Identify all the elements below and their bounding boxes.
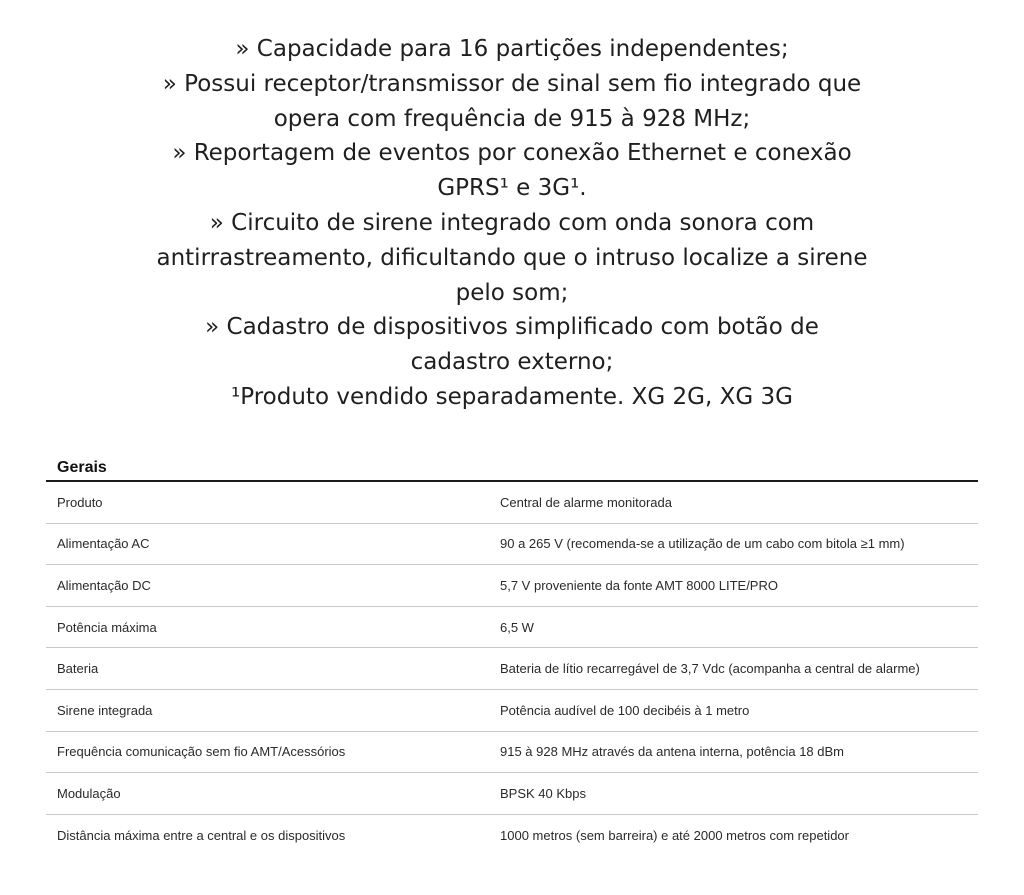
feature-description (0, 32, 1024, 415)
spec-label: Produto (57, 494, 103, 510)
spec-value: 5,7 V proveniente da fonte AMT 8000 LITE/PRO (500, 577, 778, 593)
spec-value: BPSK 40 Kbps (500, 785, 586, 801)
spec-label: Potência máxima (57, 619, 157, 635)
spec-label: Frequência comunicação sem fio AMT/Acessórios (57, 744, 346, 760)
feature-line: » Circuito de sirene integrado com onda sonora com (209, 209, 815, 236)
spec-value: Central de alarme monitorada (500, 494, 672, 510)
feature-line: cadastro externo; (410, 349, 614, 376)
spec-row (46, 482, 978, 524)
specifications-table (46, 456, 978, 856)
spec-label: Distância máxima entre a central e os dispositivos (57, 828, 346, 844)
feature-line: opera com frequência de 915 à 928 MHz; (273, 105, 751, 132)
spec-label: Bateria (57, 661, 99, 677)
feature-line: antirrastreamento, dificultando que o intruso localize a sirene (156, 244, 868, 271)
footnote-line: ¹Produto vendido separadamente. XG 2G, XG 3G (231, 383, 793, 410)
spec-value: Bateria de lítio recarregável de 3,7 Vdc (acompanha a central de alarme) (500, 661, 920, 677)
spec-value: 915 à 928 MHz através da antena interna, potência 18 dBm (500, 744, 844, 760)
spec-label: Alimentação AC (57, 536, 150, 552)
spec-value: 6,5 W (500, 619, 534, 635)
spec-row (46, 524, 978, 566)
spec-row (46, 690, 978, 732)
feature-line: GPRS¹ e 3G¹. (437, 175, 587, 202)
feature-line: » Capacidade para 16 partições independentes; (235, 36, 789, 62)
feature-line: pelo som; (455, 279, 569, 306)
spec-label: Alimentação DC (57, 577, 151, 593)
spec-row (46, 607, 978, 649)
spec-rows (46, 482, 978, 856)
feature-line: » Reportagem de eventos por conexão Ethernet e conexão (172, 140, 852, 167)
spec-label: Sirene integrada (57, 702, 153, 718)
spec-value: Potência audível de 100 decibéis à 1 metro (500, 702, 750, 718)
spec-row (46, 773, 978, 815)
spec-value: 90 a 265 V (recomenda-se a utilização de um cabo com bitola ≥1 mm) (500, 536, 905, 552)
spec-row (46, 732, 978, 774)
feature-line: » Possui receptor/transmissor de sinal sem fio integrado que (162, 70, 862, 97)
spec-label: Modulação (57, 785, 121, 801)
spec-row (46, 565, 978, 607)
spec-row (46, 815, 978, 857)
section-title: Gerais (57, 459, 107, 476)
spec-row (46, 648, 978, 690)
spec-value: 1000 metros (sem barreira) e até 2000 metros com repetidor (500, 828, 849, 844)
feature-line: » Cadastro de dispositivos simplificado com botão de (205, 314, 819, 341)
